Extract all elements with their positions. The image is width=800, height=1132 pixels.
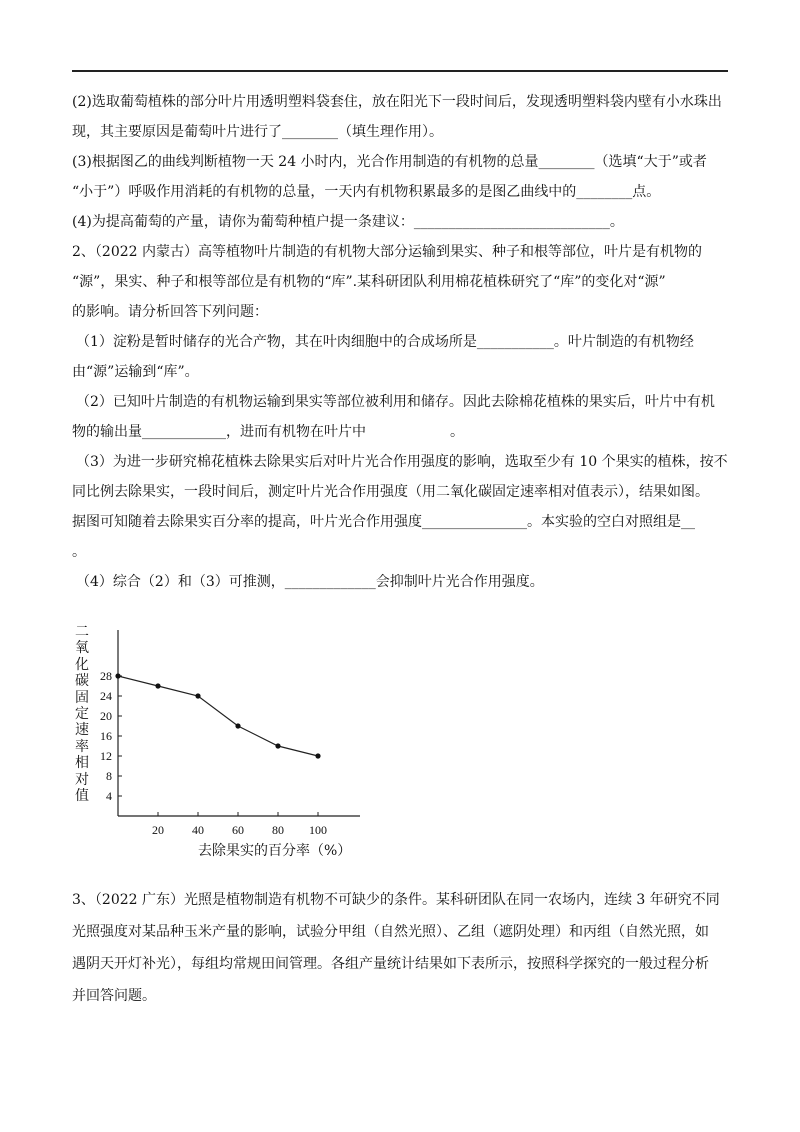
question-text-top: [72, 92, 732, 592]
text-line: 。: [72, 544, 86, 560]
text-line: 遇阴天开灯补光），每组均常规田间管理。各组产量统计结果如下表所示，按照科学探究的一般过程分析: [72, 956, 709, 972]
x-tick-label: 20: [152, 823, 164, 837]
header-rule: [72, 70, 728, 72]
text-line: （3）为进一步研究棉花植株去除果实后对叶片光合作用强度的影响，选取至少有 10 个果实的植株，按不: [76, 454, 728, 470]
text-line: (4)为提高葡萄的产量，请你为葡萄种植户提一条建议：____________________________。: [72, 214, 624, 230]
y-tick-label: 16: [100, 729, 112, 743]
text-line: 并回答问题。: [72, 988, 156, 1004]
data-point: [275, 743, 280, 748]
text-line: 由“源”运输到“库”。: [72, 364, 199, 380]
y-tick-label: 28: [100, 669, 112, 683]
text-line: 现，其主要原因是葡萄叶片进行了________（填生理作用）。: [72, 124, 443, 140]
text-line: “源”，果实、种子和根等部位是有机物的“库”.某科研团队利用棉花植株研究了“库”的变化对“源”: [72, 274, 666, 290]
text-line: 光照强度对某品种玉米产量的影响，试验分甲组（自然光照）、乙组（遮阴处理）和丙组（自然光照，如: [72, 924, 709, 940]
question-text-3: [72, 890, 732, 1006]
chart-x-axis-label: 去除果实的百分率（%）: [198, 843, 352, 859]
x-tick-label: 60: [232, 823, 244, 837]
series-line: [118, 676, 318, 756]
chart-plot: [70, 620, 370, 865]
data-point: [235, 723, 240, 728]
text-line: “小于”）呼吸作用消耗的有机物的总量，一天内有机物积累最多的是图乙曲线中的________点。: [72, 184, 661, 200]
text-line: (2)选取葡萄植株的部分叶片用透明塑料袋套住，放在阳光下一段时间后，发现透明塑料袋内壁有小水珠出: [72, 94, 722, 110]
text-line: (3)根据图乙的曲线判断植物一天 24 小时内，光合作用制造的有机物的总量________（选填“大于”或者: [72, 154, 707, 170]
data-point: [115, 673, 120, 678]
text-line: 物的输出量____________，进而有机物在叶片中 。: [72, 424, 464, 440]
x-tick-label: 80: [272, 823, 284, 837]
x-tick-label: 40: [192, 823, 204, 837]
text-line: 同比例去除果实，一段时间后，测定叶片光合作用强度（用二氧化碳固定速率相对值表示），结果如图。: [72, 484, 709, 500]
data-point: [315, 753, 320, 758]
text-line: 的影响。请分析回答下列问题：: [72, 304, 268, 320]
data-point: [155, 683, 160, 688]
y-tick-label: 20: [100, 709, 112, 723]
text-line: 3、（2022 广东）光照是植物制造有机物不可缺少的条件。某科研团队在同一农场内，连续 3 年研究不同: [72, 892, 720, 908]
text-line: （4）综合（2）和（3）可推测，_____________会抑制叶片光合作用强度。: [76, 574, 544, 590]
text-line: 据图可知随着去除果实百分率的提高，叶片光合作用强度_______________。本实验的空白对照组是__: [72, 514, 695, 530]
text-line: （2）已知叶片制造的有机物运输到果实等部位被利用和储存。因此去除棉花植株的果实后，叶片中有机: [76, 394, 715, 410]
y-tick-label: 8: [106, 769, 112, 783]
text-line: 2、（2022 内蒙古）高等植物叶片制造的有机物大部分运输到果实、种子和根等部位，叶片是有机物的: [72, 244, 702, 260]
co2-fixation-chart: [70, 620, 370, 865]
chart-y-axis-label: 二氧化碳固定速率相对值: [75, 624, 89, 805]
y-tick-label: 12: [100, 749, 112, 763]
y-tick-label: 4: [106, 789, 112, 803]
data-point: [195, 693, 200, 698]
x-tick-label: 100: [309, 823, 327, 837]
text-line: （1）淀粉是暂时储存的光合产物，其在叶肉细胞中的合成场所是___________。叶片制造的有机物经: [76, 334, 694, 350]
y-tick-label: 24: [100, 689, 112, 703]
